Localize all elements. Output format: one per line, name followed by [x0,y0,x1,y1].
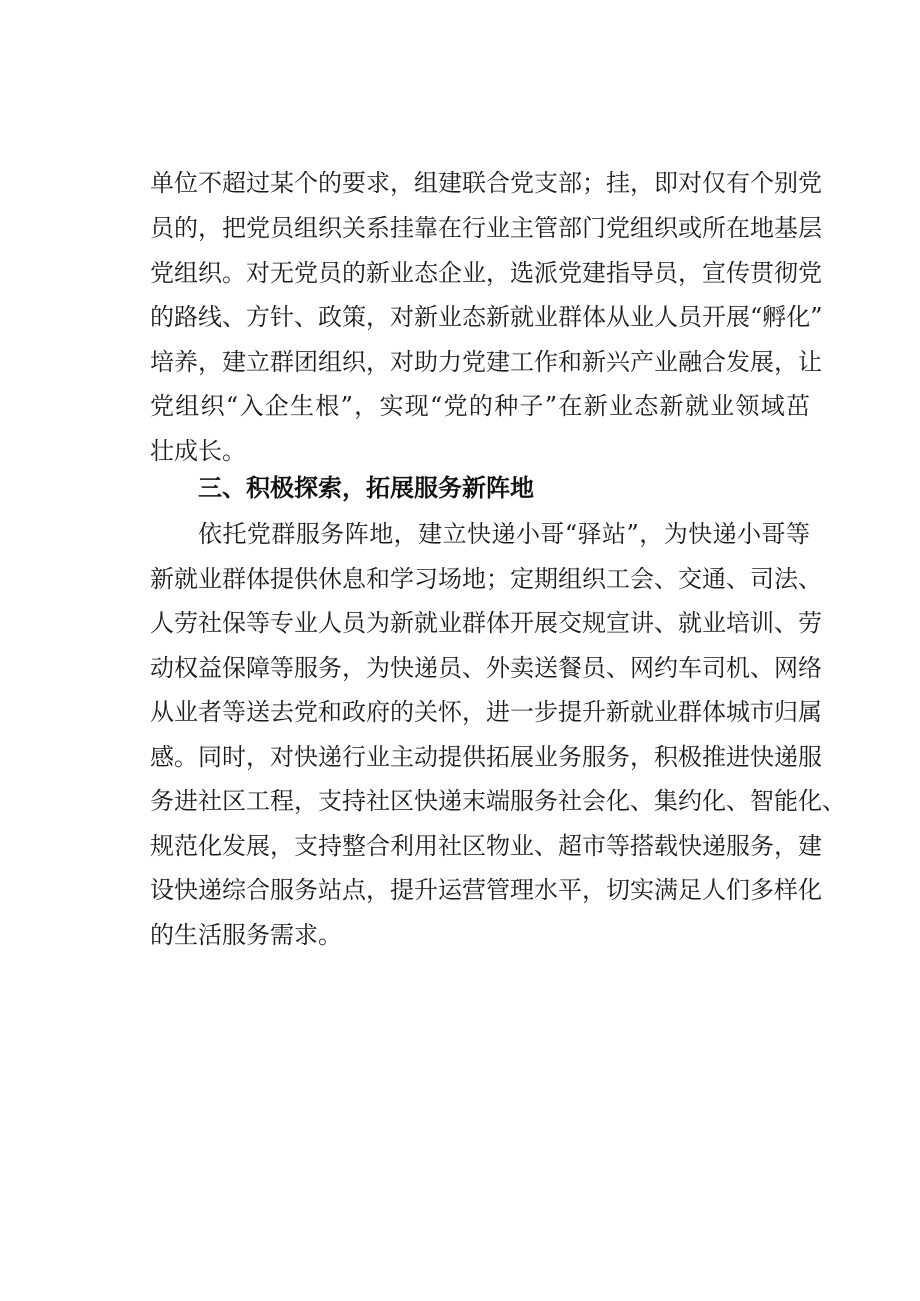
paragraph-line: 党组织。对无党员的新业态企业，选派党建指导员，宣传贯彻党 [150,259,822,287]
paragraph-line: 从业者等送去党和政府的关怀，进一步提升新就业群体城市归属 [150,698,822,726]
paragraph-line: 人劳社保等专业人员为新就业群体开展交规宣讲、就业培训、劳 [150,609,822,637]
paragraph-line: 动权益保障等服务，为快递员、外卖送餐员、网约车司机、网络 [150,654,822,682]
paragraph-line: 党组织“入企生根”，实现“党的种子”在新业态新就业领域茁 [150,392,810,420]
paragraph-line: 员的，把党员组织关系挂靠在行业主管部门党组织或所在地基层 [150,214,822,242]
paragraph-line: 单位不超过某个的要求，组建联合党支部；挂，即对仅有个别党 [150,169,822,197]
paragraph-line: 依托党群服务阵地，建立快递小哥“驿站”，为快递小哥等 [198,520,810,548]
paragraph-line: 设快递综合服务站点，提升运营管理水平，切实满足人们多样化 [150,876,822,904]
paragraph-line: 感。同时，对快递行业主动提供拓展业务服务，积极推进快递服 [150,743,822,771]
paragraph-line: 培养，建立群团组织，对助力党建工作和新兴产业融合发展，让 [150,348,822,376]
section-heading: 三、积极探索，拓展服务新阵地 [198,474,534,502]
paragraph-line: 务进社区工程，支持社区快递末端服务社会化、集约化、智能化、 [150,787,846,815]
paragraph-line: 壮成长。 [150,437,246,465]
paragraph-line: 新就业群体提供休息和学习场地；定期组织工会、交通、司法、 [150,565,822,593]
paragraph-line: 的路线、方针、政策，对新业态新就业群体从业人员开展“孵化” [150,303,823,331]
paragraph-line: 规范化发展，支持整合利用社区物业、超市等搭载快递服务，建 [150,832,822,860]
paragraph-line: 的生活服务需求。 [150,921,342,949]
